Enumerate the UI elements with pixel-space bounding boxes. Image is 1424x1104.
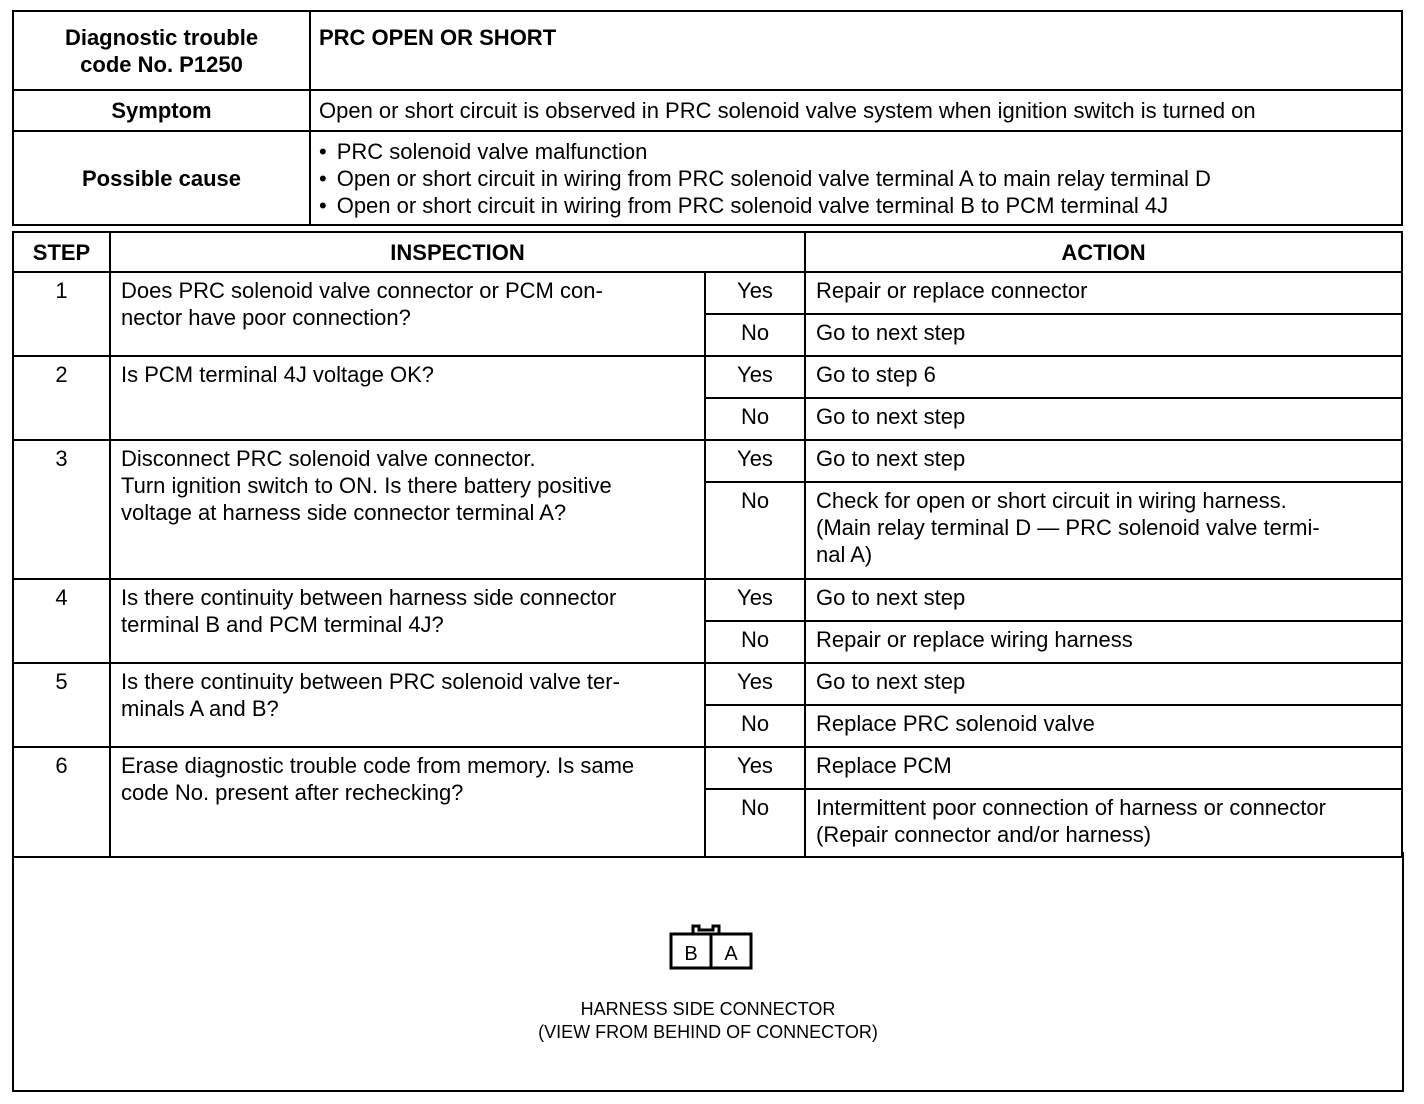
action-line: Go to next step bbox=[816, 446, 966, 471]
step-inspection bbox=[110, 272, 705, 356]
step-row bbox=[13, 272, 1402, 314]
no-label: No bbox=[705, 314, 805, 356]
no-action bbox=[805, 314, 1402, 356]
action-line: Intermittent poor connection of harness or connector bbox=[816, 795, 1326, 820]
no-action bbox=[805, 398, 1402, 440]
yes-label: Yes bbox=[705, 663, 805, 705]
possible-cause-item: • PRC solenoid valve malfunction bbox=[319, 138, 1401, 165]
possible-cause-cell bbox=[310, 131, 1402, 225]
yes-label: Yes bbox=[705, 747, 805, 789]
dtc-title: PRC OPEN OR SHORT bbox=[310, 11, 1402, 90]
dtc-label-line2: code No. P1250 bbox=[80, 51, 243, 77]
inspection-line: Is there continuity between PRC solenoid valve ter- bbox=[121, 669, 620, 694]
step-inspection bbox=[110, 663, 705, 747]
step-row bbox=[13, 663, 1402, 705]
step-inspection bbox=[110, 579, 705, 663]
action-line: (Main relay terminal D — PRC solenoid valve termi- bbox=[816, 515, 1320, 540]
dtc-label-cell bbox=[13, 11, 310, 90]
no-label: No bbox=[705, 789, 805, 857]
terminal-a-label: A bbox=[724, 943, 738, 965]
yes-action bbox=[805, 272, 1402, 314]
possible-cause-list bbox=[311, 135, 1401, 222]
possible-cause-label: Possible cause bbox=[13, 131, 310, 225]
inspection-line: Erase diagnostic trouble code from memory. Is same bbox=[121, 753, 635, 778]
step-number: 3 bbox=[13, 440, 110, 579]
action-line: Go to next step bbox=[816, 585, 966, 610]
terminal-b-label: B bbox=[684, 943, 698, 965]
possible-cause-item: • Open or short circuit in wiring from PRC solenoid valve terminal A to main relay terminal D bbox=[319, 165, 1401, 192]
action-line: (Repair connector and/or harness) bbox=[816, 822, 1152, 847]
symptom-text: Open or short circuit is observed in PRC solenoid valve system when ignition switch is turned on bbox=[310, 90, 1402, 131]
symptom-label: Symptom bbox=[13, 90, 310, 131]
step-row bbox=[13, 356, 1402, 398]
step-row bbox=[13, 440, 1402, 482]
step-number: 6 bbox=[13, 747, 110, 857]
inspection-line: Is there continuity between harness side connector bbox=[121, 585, 617, 610]
action-line: Go to next step bbox=[816, 669, 966, 694]
inspection-line: code No. present after rechecking? bbox=[121, 780, 464, 805]
action-line: nal A) bbox=[816, 542, 873, 567]
inspection-line: Is PCM terminal 4J voltage OK? bbox=[121, 362, 435, 387]
dtc-label-line1: Diagnostic trouble bbox=[64, 24, 259, 50]
yes-action bbox=[805, 747, 1402, 789]
yes-action bbox=[805, 579, 1402, 621]
step-number: 5 bbox=[13, 663, 110, 747]
no-label: No bbox=[705, 482, 805, 579]
step-inspection bbox=[110, 356, 705, 440]
yes-action bbox=[805, 356, 1402, 398]
step-inspection bbox=[110, 440, 705, 579]
inspection-line: Turn ignition switch to ON. Is there battery positive bbox=[121, 473, 612, 498]
inspection-line: terminal B and PCM terminal 4J? bbox=[121, 612, 444, 637]
connector-icon bbox=[659, 922, 753, 972]
action-line: Go to next step bbox=[816, 320, 966, 345]
step-row bbox=[13, 747, 1402, 789]
yes-label: Yes bbox=[705, 356, 805, 398]
yes-label: Yes bbox=[705, 579, 805, 621]
action-line: Go to next step bbox=[816, 404, 966, 429]
no-action bbox=[805, 789, 1402, 857]
action-line: Replace PRC solenoid valve bbox=[816, 711, 1095, 736]
connector-caption-line1: HARNESS SIDE CONNECTOR bbox=[580, 999, 836, 1019]
inspection-line: Does PRC solenoid valve connector or PCM con- bbox=[121, 278, 603, 303]
action-line: Check for open or short circuit in wiring harness. bbox=[816, 488, 1287, 513]
inspection-line: voltage at harness side connector terminal A? bbox=[121, 500, 567, 525]
step-number: 4 bbox=[13, 579, 110, 663]
inspection-line: nector have poor connection? bbox=[121, 305, 411, 330]
dtc-info-table bbox=[12, 10, 1403, 226]
column-header-action: ACTION bbox=[805, 232, 1402, 272]
no-action bbox=[805, 621, 1402, 663]
step-row bbox=[13, 579, 1402, 621]
action-line: Repair or replace wiring harness bbox=[816, 627, 1133, 652]
inspection-line: Disconnect PRC solenoid valve connector. bbox=[121, 446, 536, 471]
diagnostic-steps-table bbox=[12, 231, 1403, 858]
yes-label: Yes bbox=[705, 272, 805, 314]
no-label: No bbox=[705, 705, 805, 747]
action-line: Go to step 6 bbox=[816, 362, 936, 387]
yes-action bbox=[805, 663, 1402, 705]
yes-action bbox=[805, 440, 1402, 482]
connector-caption-line2: (VIEW FROM BEHIND OF CONNECTOR) bbox=[538, 1022, 878, 1042]
action-line: Repair or replace connector bbox=[816, 278, 1088, 303]
step-number: 1 bbox=[13, 272, 110, 356]
column-header-step: STEP bbox=[13, 232, 110, 272]
action-line: Replace PCM bbox=[816, 753, 952, 778]
possible-cause-item: • Open or short circuit in wiring from PRC solenoid valve terminal B to PCM terminal 4J bbox=[319, 192, 1401, 219]
step-number: 2 bbox=[13, 356, 110, 440]
no-label: No bbox=[705, 621, 805, 663]
no-action bbox=[805, 705, 1402, 747]
inspection-line: minals A and B? bbox=[121, 696, 279, 721]
no-label: No bbox=[705, 398, 805, 440]
step-inspection bbox=[110, 747, 705, 857]
no-action bbox=[805, 482, 1402, 579]
connector-panel bbox=[12, 852, 1404, 1092]
yes-label: Yes bbox=[705, 440, 805, 482]
column-header-inspection: INSPECTION bbox=[110, 232, 805, 272]
